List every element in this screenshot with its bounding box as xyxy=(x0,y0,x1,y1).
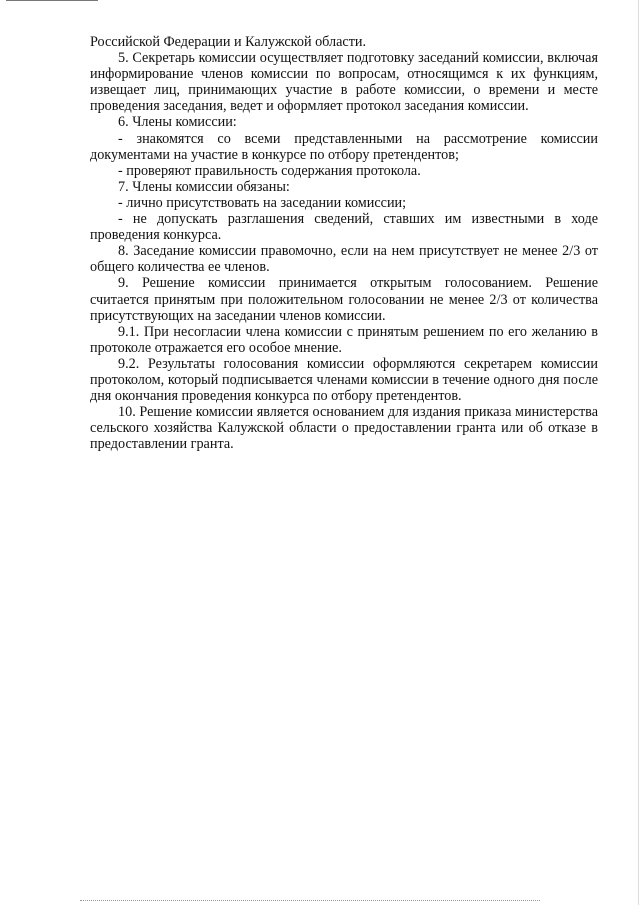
scan-artifact-top xyxy=(6,0,98,1)
scan-artifact-edge xyxy=(638,0,639,905)
paragraph-item-6-bullet-1: - знакомятся со всеми представленными на рассмотрение комиссии документами на участие в конкурсе по отбору претендентов; xyxy=(90,130,598,163)
paragraph-item-8: 8. Заседание комиссии правомочно, если на нем присутствует не менее 2/3 от общего количества ее членов. xyxy=(90,243,598,276)
paragraph-item-7-bullet-1: - лично присутствовать на заседании комиссии; xyxy=(118,194,407,211)
paragraph-continuation: Российской Федерации и Калужской области. xyxy=(90,34,367,50)
paragraph-item-7-bullet-2: - не допускать разглашения сведений, ставших им известными в ходе проведения конкурса. xyxy=(90,211,598,244)
paragraph-item-9: 9. Решение комиссии принимается открытым голосованием. Решение считается принятым при положительном голосовании не менее 2/3 от количества присутствующих на заседании членов комиссии. xyxy=(90,275,598,324)
paragraph-item-5: 5. Секретарь комиссии осуществляет подготовку заседаний комиссии, включая информирование членов комиссии по вопросам, относящимся к их функциям, извещает лиц, принимающих участие в работе комиссии, о времени и месте проведения заседания, ведет и оформляет протокол заседания комиссии. xyxy=(90,50,598,115)
paragraph-item-9-2: 9.2. Результаты голосования комиссии оформляются секретарем комиссии протоколом, который подписывается членами комиссии в течение одного дня после дня окончания проведения конкурса по отбору претендентов. xyxy=(90,355,598,405)
paragraph-item-7: 7. Члены комиссии обязаны: xyxy=(118,178,290,195)
document-body xyxy=(90,34,598,452)
paragraph-item-6: 6. Члены комиссии: xyxy=(118,114,237,131)
paragraph-item-9-1: 9.1. При несогласии члена комиссии с принятым решением по его желанию в протоколе отражается его особое мнение. xyxy=(90,323,598,356)
scan-artifact-bottom xyxy=(80,900,540,902)
paragraph-item-6-bullet-2: - проверяют правильность содержания протокола. xyxy=(118,162,421,179)
paragraph-item-10: 10. Решение комиссии является основанием для издания приказа министерства сельского хозяйства Калужской области о предоставлении гранта или об отказе в предоставлении гранта. xyxy=(90,404,598,453)
